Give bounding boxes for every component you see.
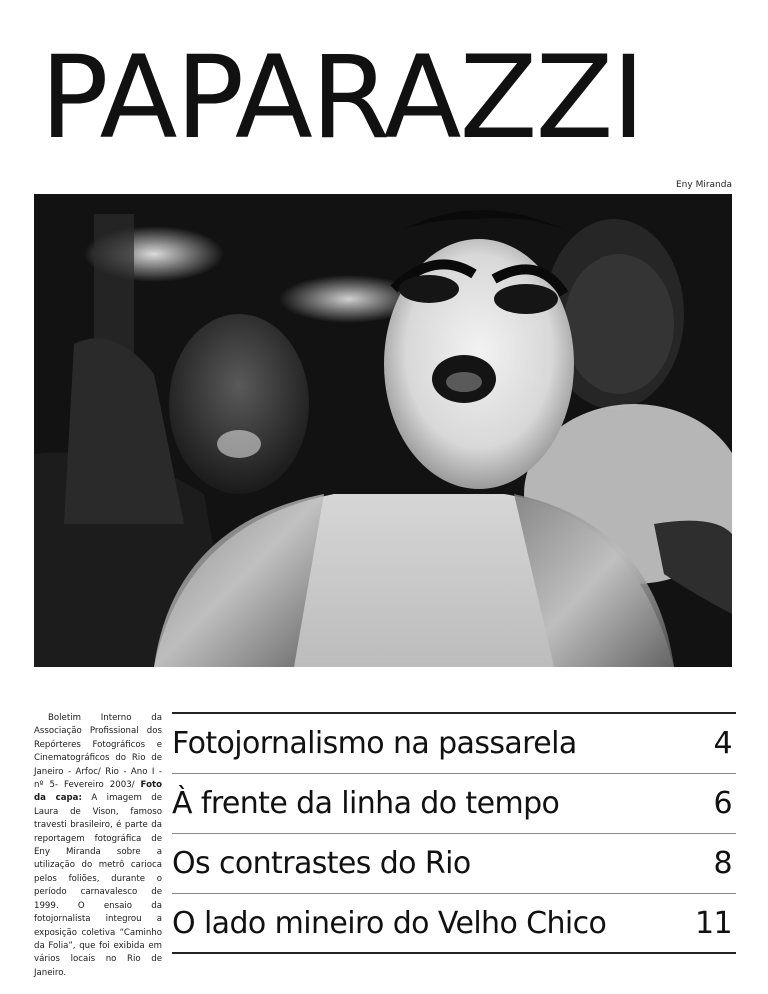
- toc-item-title: O lado mineiro do Velho Chico: [172, 905, 607, 941]
- toc-item-page: 11: [695, 905, 732, 941]
- toc-item-title: Fotojornalismo na passarela: [172, 726, 577, 761]
- toc-item[interactable]: [172, 774, 736, 834]
- sidebar-intro: Boletim Interno da Associação Profissional dos Repórteres Fotográficos e Cinematográficos do Rio de Janeiro - Arfoc/ Rio - Ano I - nº 5- Fevereiro 2003/: [34, 713, 162, 791]
- toc-item[interactable]: [172, 894, 736, 954]
- toc-item-page: 8: [713, 846, 732, 881]
- sidebar-caption: [34, 712, 162, 980]
- caption-text: A imagem de Laura de Vison, famoso travesti brasileiro, é parte da reportagem fotográfica de Eny Miranda sobre a utilização do metrô carioca pelos foliões, durante o período carnavalesco de 1999. O ensaio da fotojornalista integrou a exposição coletiva “Caminho da Folia”, que foi exibida em vários locais no Rio de Janeiro.: [34, 793, 162, 978]
- cover-photo: [34, 194, 732, 667]
- toc-item-page: 6: [713, 786, 732, 821]
- photo-credit: Eny Miranda: [676, 180, 732, 190]
- toc-item-page: 4: [713, 726, 732, 761]
- toc-item[interactable]: [172, 714, 736, 774]
- masthead-title: PAPARAZZI: [40, 31, 644, 164]
- toc-item-title: Os contrastes do Rio: [172, 846, 471, 881]
- caption-label: Foto da capa:: [34, 780, 162, 804]
- table-of-contents: [172, 712, 736, 954]
- toc-item-title: À frente da linha do tempo: [172, 786, 560, 821]
- toc-item[interactable]: [172, 834, 736, 894]
- carnival-photo-image: [34, 194, 732, 667]
